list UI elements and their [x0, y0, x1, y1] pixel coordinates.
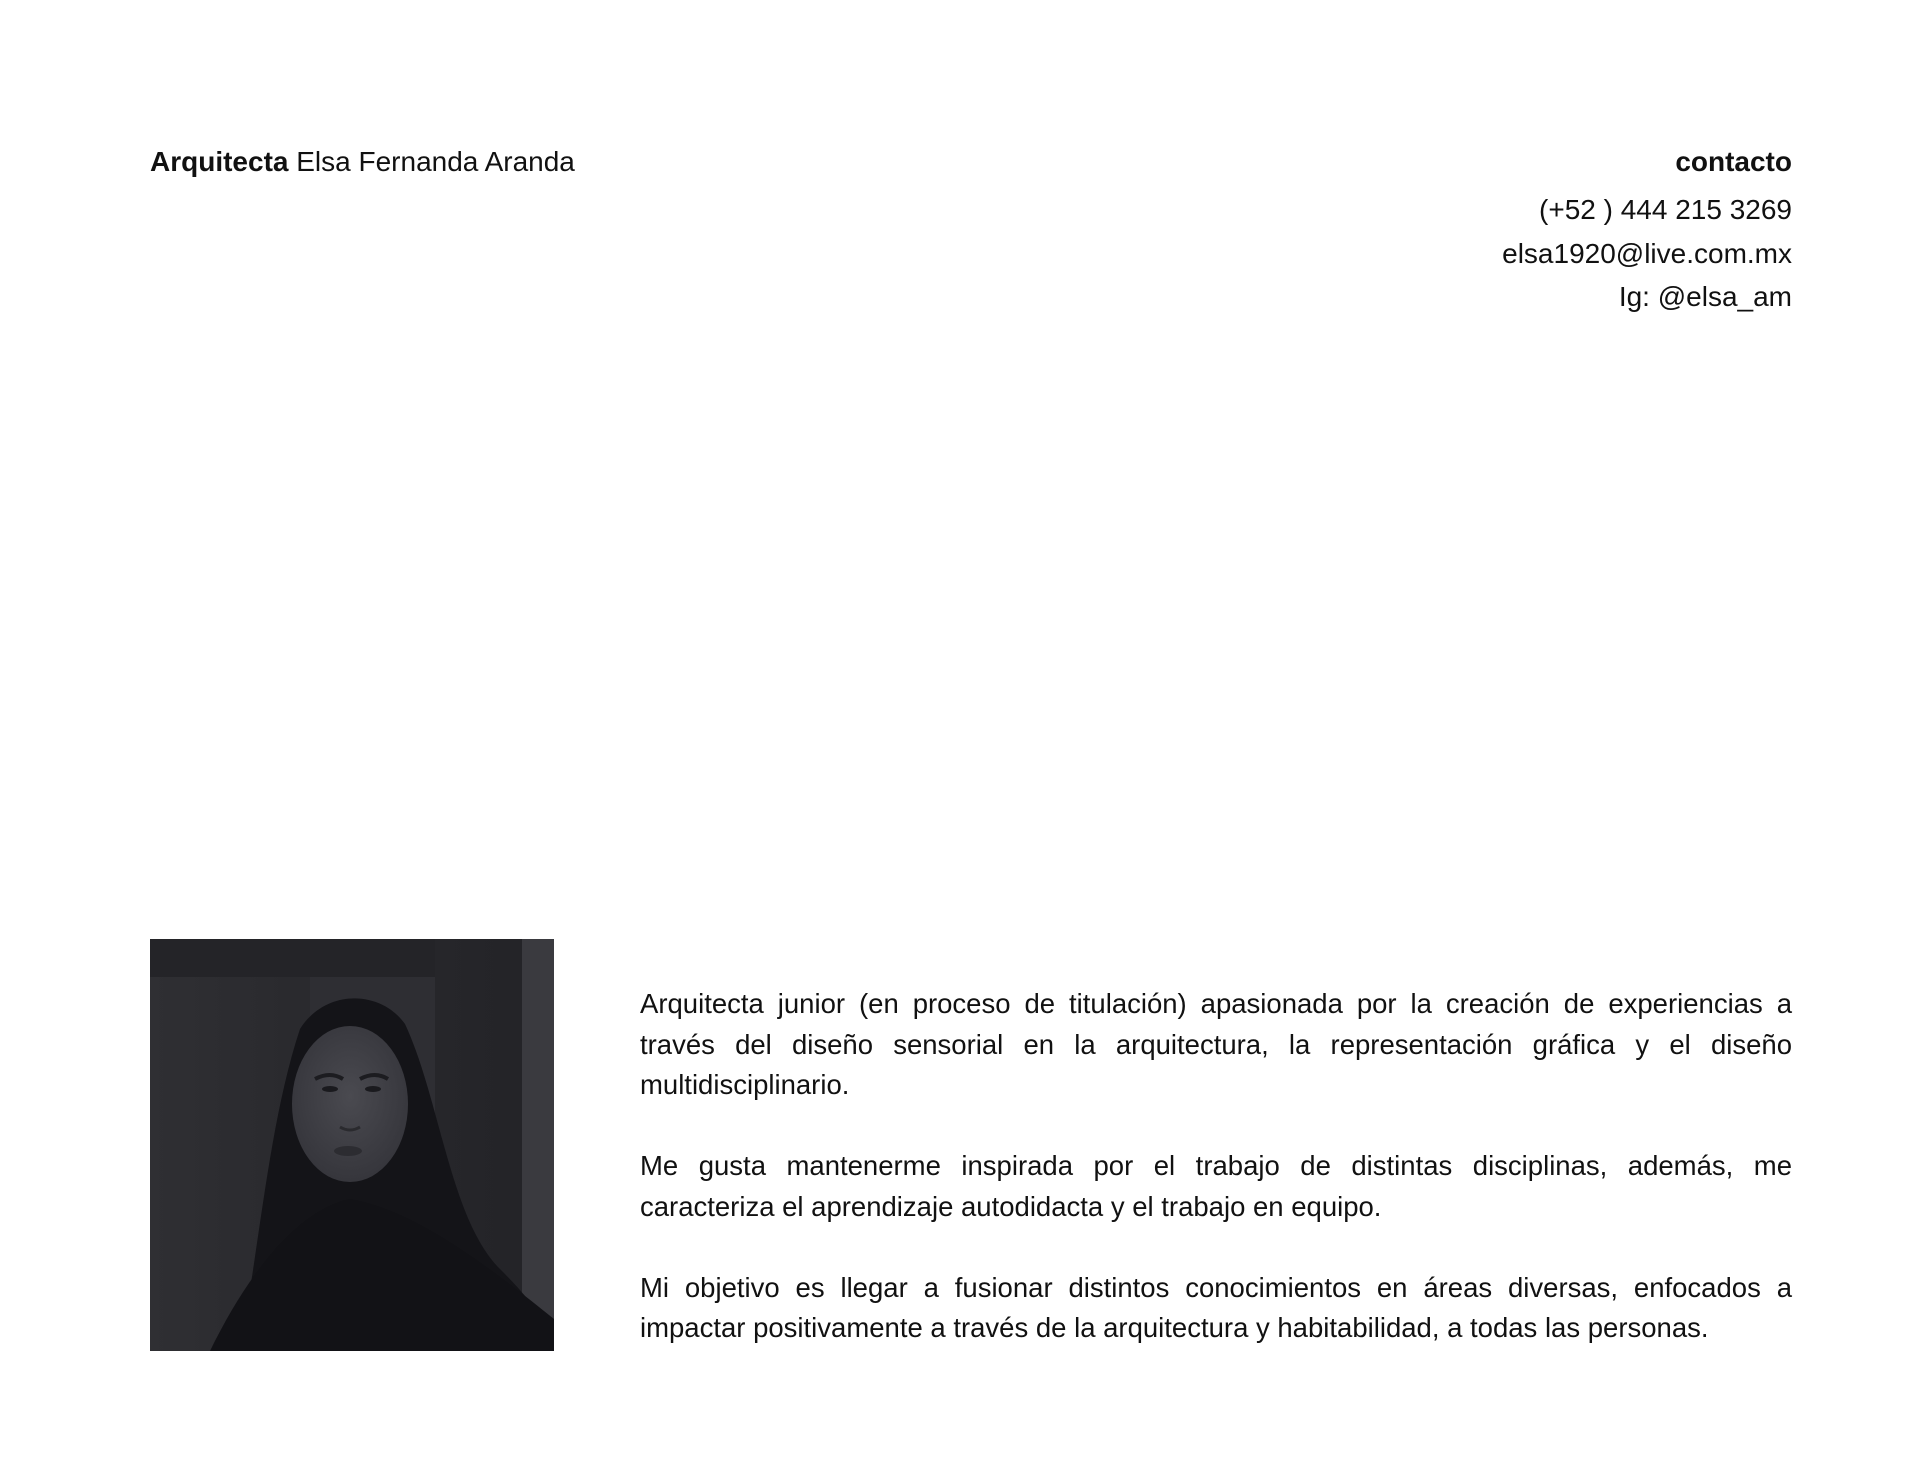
bio-paragraph: Mi objetivo es llegar a fusionar distintos conocimientos en áreas diversas, enfocados a impactar positivamente a través de la arquitectura y habitabilidad, a todas las personas. — [640, 1271, 1792, 1343]
portrait-photo — [150, 939, 554, 1351]
contact-heading: contacto — [1675, 146, 1792, 177]
page-title — [150, 145, 575, 179]
contact-phone: (+52 ) 444 215 3269 — [1539, 194, 1792, 225]
person-name: Elsa Fernanda Aranda — [296, 146, 575, 177]
contact-instagram: Ig: @elsa_am — [1618, 281, 1792, 312]
bio-paragraph: Me gusta mantenerme inspirada por el trabajo de distintas disciplinas, además, me caracteriza el aprendizaje autodidacta y el trabajo en equipo. — [640, 1150, 1792, 1222]
role-label: Arquitecta — [150, 146, 289, 177]
contact-email: elsa1920@live.com.mx — [1502, 237, 1792, 269]
bio-section — [640, 984, 1792, 1389]
contact-block — [1502, 145, 1792, 319]
bio-paragraph: Arquitecta junior (en proceso de titulación) apasionada por la creación de experiencias a través del diseño sensorial en la arquitectura, la representación gráfica y el diseño multidisciplinario. — [640, 988, 1792, 1100]
